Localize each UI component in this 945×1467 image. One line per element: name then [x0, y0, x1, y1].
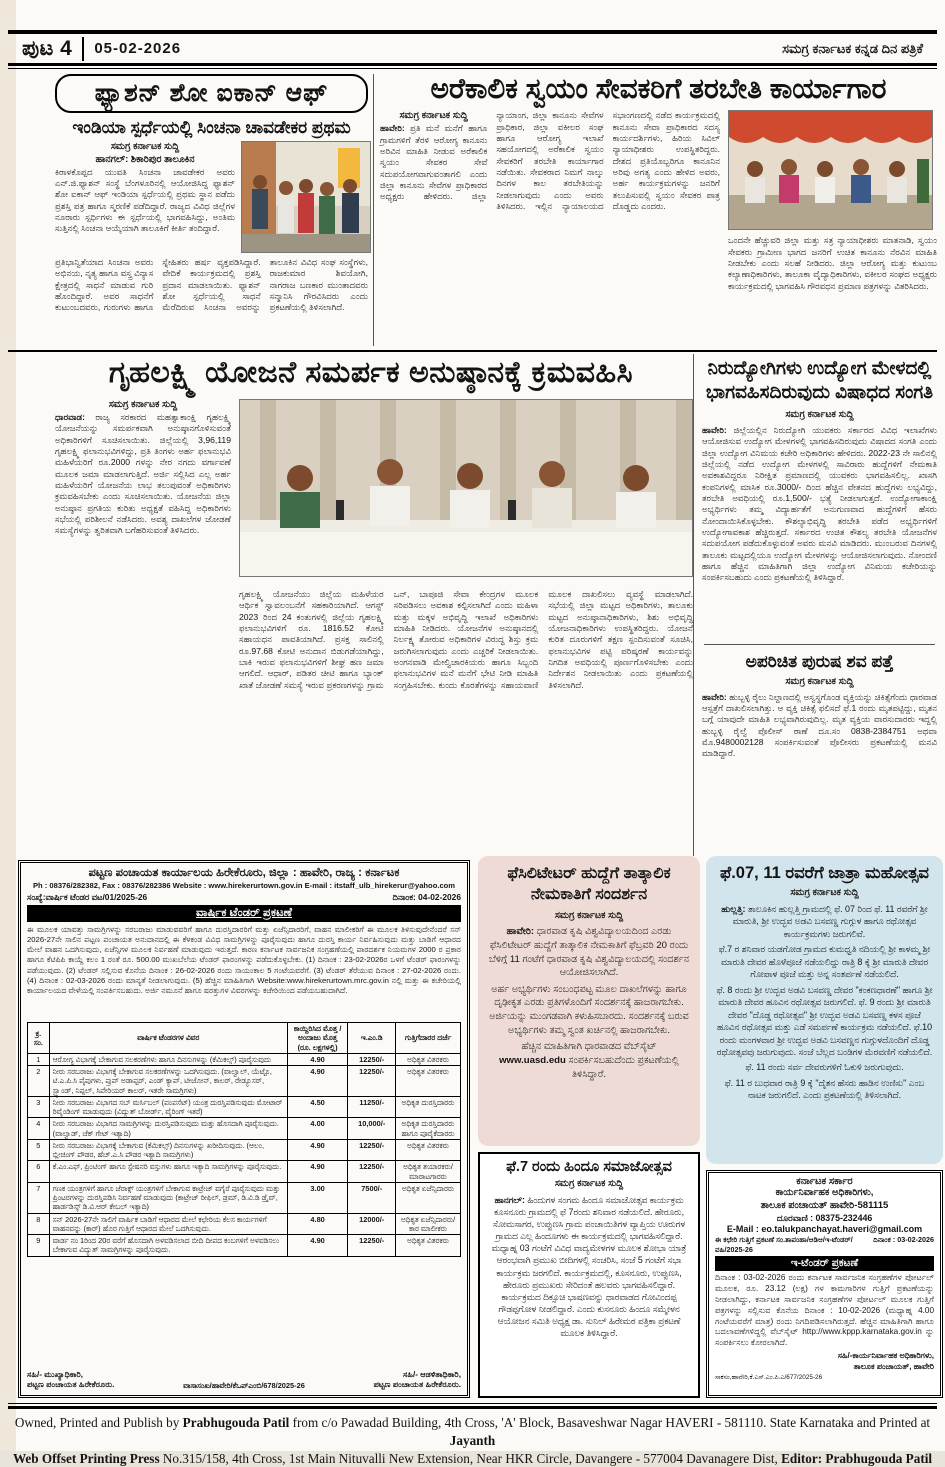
- section-rule: [8, 350, 937, 352]
- gruhalakshmi-dateline: ಧಾರವಾಡ:: [55, 411, 86, 422]
- fashion-byline: ಸಮಗ್ರ ಕರ್ನಾಟಕ ಸುದ್ದಿ: [110, 141, 180, 152]
- etender-body: ದಿನಾಂಕ : 03-02-2026 ರಂದು ಕರ್ನಾಟಕ ಸಾರ್ವಜನಿಕ ಸಂಗ್ರಹಣೆಗಳ ಪೋರ್ಟಲ್ ಮೂಲಕ, ರೂ. 23.12 (ಲಕ್ಷ) ಗಳ ಕಾಮಗಾರಿಗಳ ಗುತ್ತಿಗೆ ಪ್ರಕಟಣೆಯನ್ನು ನೀಡಲಾಗಿದ್ದು, ಕರ್ನಾಟಕ ಸಾರ್ವಜನಿಕ ಸಂಗ್ರಹಣೆಗಳ ಪೋರ್ಟಲ್ ಮೂಲಕ ಗುತ್ತಿಗೆ ಪತ್ರಗಳನ್ನು ಸಲ್ಲಿಸುವ ಕೊನೆಯ ದಿನಾಂಕ : 10-02-2026 (ಮಧ್ಯಾಹ್ನ 4.00 ಗಂಟೆಯವರೆಗೆ ಮಾತ್ರ) ರಂದು ನಿಗದಿಪಡಿಸಲಾಗಿರುತ್ತದೆ. ಹೆಚ್ಚಿನ ಮಾಹಿತಿಗಾಗಿ ಹಾಗೂ ಬದಲಾವಣೆಗಳಿದ್ದಲ್ಲಿ ವೆಬ್‌ಸೈಟ್ http://www.kppp.karnataka.gov.in ನ್ನು ಸಂಪರ್ಕಿಸಲು ಕೋರಲಾಗಿದೆ.: [715, 1272, 934, 1348]
- fashion-dateline: ಹಾನಗಲ್: ಶಿಕಾರಿಪುರ ತಾಲೂಕಿನ: [95, 153, 195, 165]
- col-description: ವಾರ್ಷಿಕ ಟೆಂಡರಗಳ ವಿವರ: [49, 1023, 287, 1054]
- press-name: Jayanth: [449, 1432, 496, 1448]
- article-training-workshop: [374, 74, 937, 346]
- imprint-line-1: Owned, Printed and Publish by Prabhugouda Patil from c/o Pawadad Building, 4th Cross, 'A' Block, Basaveshwar Nagar HAVERI - 581110. State Karnataka and Printed at Jayanth: [14, 1415, 931, 1448]
- unemployment-body: [702, 425, 937, 637]
- tender-office-name: ಪಟ್ಟಣ ಪಂಚಾಯತ ಕಾರ್ಯಾಲಯ ಹಿರೇಕೆರೂರು, ಜಿಲ್ಲಾ : ಹಾವೇರಿ, ರಾಜ್ಯ : ಕರ್ನಾಟಕ: [88, 867, 400, 879]
- signature-left: ಸಹಿ/- ಮುಖ್ಯಾಧಿಕಾರಿ, ಪಟ್ಟಣ ಪಂಚಾಯತ ಹಿರೇಕೆರೂರು.: [27, 1369, 115, 1390]
- facilitator-dateline: ಹಾವೇರಿ:: [506, 926, 535, 938]
- hindu-headline: ಫೆ.7 ರಂದು ಹಿಂದೂ ಸಮಾಜೋತ್ಸವ: [506, 1159, 672, 1175]
- table-row: 8 ಸನ್ 2026-27ನೇ ಸಾಲಿಗೆ ವಾರ್ಷಿಕ ಬಾಡಿಗೆ ಆಧಾರದ ಮೇಲೆ ಕಛೇರಿಯ ಕೆಲಸ ಕಾರ್ಯಗಳಿಗೆ ವಾಹನವನ್ನು (ಕಾರ್) ಹೊರ ಗುತ್ತಿಗೆ ಆಧಾರದ ಮೇಲೆ ಒದಗಿಸುವುದು. 4.80 12000/- ಅಧಿಕೃತ ಏಜೆನ್ಸಿದಾರರು/ಕಾರ ಮಾಲೀಕರು: [28, 1213, 461, 1235]
- table-row: 4 ನೀರು ಸರಬರಾಜು ವಿಭಾಗದ ಸಾಮಗ್ರಿಗಳನ್ನು ದುರಸ್ತಿಪಡಿಸುವುದು ಮತ್ತು ಹೊಸದಾಗಿ ಪೂರೈಸುವುದು. (ವಾಲ್ವಾಡ್, ಚೆಕ್ ಗೇಟ್ ಇತ್ಯಾದಿ) 4.00 10,000/- ಅಧಿಕೃತ ದುರಸ್ತಿದಾರರು ಹಾಗೂ ಪೂರೈಕೆದಾರರು: [28, 1118, 461, 1140]
- etender-date: ದಿನಾಂಕ : 03-02-2026: [873, 1234, 934, 1244]
- training-body-col4: ಒಂದನೇ ಹೆಚ್ಚುವರಿ ಜಿಲ್ಲಾ ಮತ್ತು ಸತ್ರ ನ್ಯಾಯಾಧೀಶರು ಮಾತನಾಡಿ, ಸ್ವಯಂ ಸೇವಕರು ಗ್ರಾಮೀಣ ಭಾಗದ ಜನರಿಗೆ ಉಚಿತ ಕಾನೂನು ನೆರವಿನ ಮಾಹಿತಿ ನೀಡಬೇಕು ಎಂದು ಸಲಹೆ ನೀಡಿದರು. ಜಿಲ್ಲಾ ಆರೋಗ್ಯ ಮತ್ತು ಕುಟುಂಬ ಕಲ್ಯಾಣಾಧಿಕಾರಿಗಳು, ತಾಲೂಕಾ ವೈದ್ಯಾಧಿಕಾರಿಗಳು, ವಕೀಲರ ಸಂಘದ ಅಧ್ಯಕ್ಷರು ಕಾರ್ಯಕ್ರಮದಲ್ಲಿ ಭಾಗವಹಿಸಿ ಗೌರವಧನ ಪ್ರಮಾಣ ಪತ್ರಗಳನ್ನು ವಿತರಿಸಿದರು.: [728, 235, 937, 291]
- table-row: 5 ನೀರು ಸರಬರಾಜು ವಿಭಾಗಕ್ಕೆ ಬೇಕಾಗುವ (ಕೆಮಿಕಲ್ಸ್) ದಿನಸುಗಳನ್ನು ಖರೀದಿಸುವುದು. (ಆಲಂ, ಬ್ಲೀಚಿಂಗ್ ಪೌಡರ, ಹೆಚ್.ಎ.ಸಿ ಪೌಡರ ಇತ್ಯಾದಿ ಸಾಮಗ್ರಿಗಳು) 4.90 12250/- ಅಧಿಕೃತ ವಿತರಕರು: [28, 1139, 461, 1161]
- corpse-headline: ಅಪರಿಚಿತ ಪುರುಷ ಶವ ಪತ್ತೆ: [745, 651, 894, 671]
- hindu-body: ಹಾನಗಲ್: ಹಿಂದುಗಳ ಸಂಗಮ ಹಿಂದೂ ಸಮಾಜೋತ್ಸವ ಕಾರ್ಯಕ್ರಮ ಕೂಸನೂರು ಗ್ರಾಮದಲ್ಲಿ ಫೆ 7ರಂದು ಶನಿವಾರ ನಡೆಯಲಿದೆ. ಹೇರೂರು, ಸೋಮಸಾಗರ, ಉಪ್ಪುಣಸಿ ಗ್ರಾಮ ಪಂಚಾಯಿತಿಗಳ ವ್ಯಾಪ್ತಿಯ ಊರುಗಳ ಗ್ರಾಮದ ಎಲ್ಲ ಹಿಂದೂಗಳು ಈ ಕಾರ್ಯಕ್ರಮದಲ್ಲಿ ಭಾಗವಹಿಸಲಿದ್ದಾರೆ. ಮಧ್ಯಾಹ್ನ 03 ಗಂಟೆಗೆ ವಿವಿಧ ವಾದ್ಯಮೇಳಗಳ ಮೂಲಕ ಶೋಭಾ ಯಾತ್ರೆ ಆರಂಭವಾಗಿ ಪ್ರಮುಖ ಬೀದಿಗಳಲ್ಲಿ ಸಂಚರಿಸಿ, ಸಂಜೆ 5 ಗಂಟೆಗೆ ಸಭಾ ಕಾರ್ಯಕ್ರಮ ಜರಗಲಿದೆ. ಕಾರ್ಯಕ್ರಮದಲ್ಲಿ, ಕೂಸನೂರು, ಉಪ್ಪುಣಸಿ, ಹೇರೂರು ಪ್ರಮುಖರು ಸೇರಿದಂತೆ ಹಲವರು ಭಾಗವಹಿಸಲಿದ್ದಾರೆ. ಕಾರ್ಯಕ್ರಮದ ದಿಕ್ಸೂಚಿ ಭಾಷಣವನ್ನು ಧಾರವಾಡದ ಗೋವಿಂದಪ್ಪ ಗೌಡಪ್ಪಗೋಳ ನೀಡಲಿದ್ದಾರೆ. ಎಂದು ಕುಸನೂರು ಹಿಂದೂ ಸಮ್ಮೇಳನ ಆಯೋಜನ ಸಮಿತಿ ಅಧ್ಯಕ್ಷ ಡಾ. ಸುನಿಲ್ ಹಿರೇಮಠ ಪತ್ರಿಕಾ ಪ್ರಕಟಣೆ ಮೂಲಕ ತಿಳಿಸಿದ್ದಾರೆ.: [491, 1194, 687, 1339]
- jatra-body: ಹುಲ್ಲತ್ತಿ: ತಾಲೂಕಿನ ಹುಲ್ಲತ್ತಿ ಗ್ರಾಮದಲ್ಲಿ ಫೆ. 07 ರಿಂದ ಫೆ. 11 ರವರೆಗೆ ಶ್ರೀ ಮಾರುತಿ, ಶ್ರೀ ಉದ್ಭವ ಅಡವಿ ಬಸವಣ್ಣ ಗುಗ್ಗುಳ ಹಾಗೂ ರಥೋತ್ಸವ ಕಾರ್ಯಕ್ರಮಗಳು ಜರುಗಲಿವೆ. ಫೆ.7 ರ ಶನಿವಾರ ಯಡಗೋಡ ಗ್ರಾಮದ ಕುಮಧ್ವತಿ ನದಿಯಲ್ಲಿ ಶ್ರೀ ಕಾಳಮ್ಮ ಶ್ರೀ ಮಾರುತಿ ದೇವರ ಹೊಳೆಪೂಜೆ ನಡೆಯಲಿದ್ದು ರಾತ್ರಿ 8 ಕ್ಕೆ ಶ್ರೀ ಮಾರುತಿ ದೇವರ ಗೋಪಾಳ ಪೂಜೆ ಮತ್ತು ಅನ್ನ ಸಂತರ್ಪಣೆ ನಡೆಯಲಿದೆ. ಫೆ. 8 ರಂದು ಶ್ರೀ ಉದ್ಭವ ಅಡವಿ ಬಸವಣ್ಣ ದೇವರ "ಕಂಕಣಧಾರಣೆ" ಹಾಗೂ ಶ್ರೀ ಮಾರುತಿ ದೇವರ ಹೂವಿನ ರಥೋತ್ಸವ ಜರುಗಲಿದೆ. ಫೆ. 9 ರಂದು ಶ್ರೀ ಮಾರುತಿ ದೇವರ "ದೊಡ್ಡ ರಥೋತ್ಸವ" ಶ್ರೀ ಉದ್ಭವ ಅಡವಿ ಬಸವಣ್ಣ ಕಳಸ ಪೂಜೆ ಹೂವಿನ ರಥೋತ್ಸವ ಮತ್ತು ಎಡೆ ಸಮರ್ಪಣೆ ಕಾರ್ಯಕ್ರಮ ನಡೆಯಲಿದೆ. ಫೆ.10 ರಂದು ಮಂಗಳವಾರ ಶ್ರೀ ಉದ್ಭವ ಅಡವಿ ಬಸವಣ್ಣನ ಗುಗ್ಗುಳದೊಂದಿಗೆ ದೊಡ್ಡ ರಥೋತ್ಸವವು ಜರುಗುವುದು. ಸಂಜೆ ಬೆಲ್ಲದ ಬಂಡಿಗಳ ಮೆರವಣಿಗೆ ನಡೆಯಲಿದೆ. ಫೆ. 11 ರಂದು ಸರ್ವ ದೇವರುಗಳಿಗೆ ಓಕುಳಿ ಜರುಗುವುದು. ಫೆ. 11 ರ ಬುಧವಾರ ರಾತ್ರಿ 9 ಕ್ಕೆ "ದೈತನ ಹೆಸರು ಹಾಡಿನ ಉಣಿಸು" ಎಂಬ ನಾಟಕ ಜರುಗಲಿದೆ. ಎಂದು ಪ್ರಕಟಣೆಯಲ್ಲಿ ತಿಳಿಸಲಾಗಿದೆ.: [716, 903, 933, 1101]
- hindu-byline: ಸಮಗ್ರ ಕರ್ನಾಟಕ ಸುದ್ದಿ: [554, 1178, 624, 1189]
- hindu-samajotsava-box: [478, 1152, 700, 1398]
- etender-ref: ಈ ಕಛೇರಿ ಗುತ್ತಿಗೆ ಪ್ರಕಟಣೆ ಸಂ.ತಾಪಂಹಾ/ಆಡಿಆ/ಇ-ಟೆಂಡರ್/ವಹಿ/2025-26: [715, 1234, 853, 1254]
- paper-tagline: ಸಮಗ್ರ ಕರ್ನಾಟಕ ಕನ್ನಡ ದಿನ ಪತ್ರಿಕೆ: [782, 40, 923, 56]
- jatra-mahotsava-box: [706, 856, 943, 1164]
- page-number-label: ಪುಟ 4: [22, 36, 73, 60]
- fashion-body-columns: ಪ್ರತಿಭಾನ್ವಿತೆಯಾದ ಸಿಂಚನಾ ಅವರು ಅಭಿನಯ, ನೃತ್ಯ ಹಾಗೂ ವಸ್ತ್ರ ವಿನ್ಯಾಸ ಕ್ಷೇತ್ರದಲ್ಲಿ ಸಾಧನೆ ಮಾಡುವ ಗುರಿ ಹೊಂದಿದ್ದಾರೆ. ಅವರ ಸಾಧನೆಗೆ ಕುಟುಂಬದವರು, ಗುರುಗಳು ಹಾಗೂ ಸ್ನೇಹಿತರು ಹರ್ಷ ವ್ಯಕ್ತಪಡಿಸಿದ್ದಾರೆ. ವೇದಿಕೆ ಕಾರ್ಯಕ್ರಮದಲ್ಲಿ ಪ್ರಶಸ್ತಿ ಪ್ರದಾನ ಮಾಡಲಾಯಿತು. ಫ್ಯಾಶನ್ ಶೋ ಸ್ಪರ್ಧೆಯಲ್ಲಿ ಸಾಧನೆ ಮೆರೆದಿರುವ ಸಿಂಚನಾ ಅವರನ್ನು ತಾಲೂಕಿನ ವಿವಿಧ ಸಂಘ ಸಂಸ್ಥೆಗಳು, ರಾಜಕುಮಾರ ಶಿವಯೋಗಿ, ನಾಗರಾಜ ಬಣಕಾರ ಮುಂತಾದವರು ಸನ್ಮಾನಿಸಿ ಗೌರವಿಸಿದರು ಎಂದು ಪ್ರಕಟಣೆಯಲ್ಲಿ ತಿಳಿಸಲಾಗಿದೆ.: [55, 257, 368, 313]
- tender-intro-paragraph: ಈ ಮೂಲಕ ಯಾವತ್ತು ಸಾಮಗ್ರಿಗಳನ್ನು ಸರಬರಾಜು ಮಾಡುವವರಿಗೆ ಹಾಗೂ ದುರಸ್ತಿದಾರರಿಗೆ ಮತ್ತು ಏಜೆನ್ಸಿದಾರರಿಗೆ, ವಾಹನ ಮಾಲೀಕರಿಗೆ ಈ ಮೂಲಕ ತಿಳಿಸುವುದೇನೆಂದರೆ ಸನ್ 2026-27ನೇ ಸಾಲಿನ ಪಟ್ಟಣ ಪಂಚಾಯತ ಅನುದಾನದಲ್ಲಿ ಈ ಕೆಳಕಂಡ ವಿವಿಧ ಸಾಮಗ್ರಿಗಳನ್ನು ಪೂರೈಸುವುದು ಹಾಗೂ ದುರಸ್ತಿ ಕಾರ್ಯ ನಿರ್ವಹಿಸುವುದು ಮತ್ತು ಬಾಡಿಗೆ ಆಧಾರದ ಮೇಲೆ ವಾಹನ ಒದಗಿಸುವುದು, ಏಜೆನ್ಸಿಗಳ ಮೂಲಕ ನಿರ್ವಹಣೆ ಮಾಡುವುದು ಇರುತ್ತದೆ. ಕಾರಣ ಕರ್ನಾಟಕ ಸಾರ್ವಜನಿಕ ಸಂಗ್ರಹಣೆಯಲ್ಲಿ ಪಾರದರ್ಶಕ ನಿಯಮಗಳ 2000 ರ ಪ್ರಕಾರ ಹಾಗೂ ಕೆಟಿಪಿಪಿ ಕಾಯ್ದೆ ಕಲಂ 1 ರಂತೆ ರೂ. 500.00 ಮುಖಬೆಲೆಯ ಟೆಂಡರ್ ಫಾರಂಗಳನ್ನು ಪಡೆದುಕೊಳ್ಳಬೇಕು. (1) ದಿನಾಂಕ : 23-02-2026ರ ಒಳಗೆ ಟೆಂಡರ್ ಫಾರಂಗಳನ್ನು ಪಡೆಯುವುದು. (2) ಟೆಂಡರ್ ಸಲ್ಲಿಸುವ ಕೊನೆಯ ದಿನಾಂಕ : 26-02-2026 ರಂದು ಸಾಯಂಕಾಲ 5 ಗಂಟೆಯವರೆಗೆ. (3) ಟೆಂಡರ್ ತೆರೆಯುವ ದಿನಾಂಕ : 27-02-2026 ರಂದು. (4) ದಿನಾಂಕ : 02-03-2026 ರಂದು ಮಾನ್ಯತೆ ನೀಡಲಾಗುವುದು. (5) ಹೆಚ್ಚಿನ ಮಾಹಿತಿಗಾಗಿ Website:www.hirekerurtown.mrc.gov.in ನಲ್ಲಿ ಮತ್ತು ಈ ಕಚೇರಿಯಲ್ಲಿ ಕಾರ್ಯಾಲಯದ ವೇಳೆಯಲ್ಲಿ ಸಂಪರ್ಕಿಸಬಹುದು. ಅರ್ಜಿ ನಮೂನೆ ಹಾಗೂ ಷರತ್ತುಗಳ ವಿವರಗಳನ್ನು ಕಚೇರಿಯಿಂದ ಪಡೆಯಬಹುದಾಗಿದೆ.: [27, 925, 461, 995]
- col-serial: ಕ್ರ. ಸಂ.: [28, 1023, 50, 1054]
- uasd-website: www.uasd.edu: [499, 1054, 566, 1066]
- article-fashion-show: [55, 74, 373, 346]
- facilitator-headline: ಫೆಸಿಲಿಟೇಟರ್ ಹುದ್ದೆಗೆ ತಾತ್ಕಾಲಿಕ ನೇಮಕಾತಿಗೆ ಸಂದರ್ಶನ: [507, 865, 671, 903]
- issue-date: 05-02-2026: [94, 40, 182, 57]
- unemployment-body-text: ಜಿಲ್ಲೆಯಲ್ಲಿನ ನಿರುದ್ಯೋಗಿ ಯುವಕರು ಸರ್ಕಾರದ ವಿವಿಧ ಇಲಾಖೆಗಳು ಆಯೋಜಿಸುವ ಉದ್ಯೋಗ ಮೇಳಗಳಲ್ಲಿ ಭಾಗವಹಿಸದಿರುವುದು ವಿಷಾದದ ಸಂಗತಿ ಎಂದು ಜಿಲ್ಲಾ ಉದ್ಯೋಗ ವಿನಿಮಯ ಕಚೇರಿ ಅಧಿಕಾರಿಗಳು ಹೇಳಿದರು. 2022-23 ನೇ ಸಾಲಿನಲ್ಲಿ ಜಿಲ್ಲೆಯಲ್ಲಿ ನಡೆದ ಉದ್ಯೋಗ ಮೇಳಗಳಲ್ಲಿ ಸಾವಿರಾರು ಹುದ್ದೆಗಳಿಗೆ ನೇಮಕಾತಿ ಅವಕಾಶವಿದ್ದರೂ ನಿರೀಕ್ಷಿತ ಪ್ರಮಾಣದಲ್ಲಿ ಯುವಕರು ಭಾಗವಹಿಸಲಿಲ್ಲ. ಖಾಸಗಿ ಕಂಪನಿಗಳಲ್ಲಿ ಮಾಸಿಕ ರೂ.3000/- ದಿಂದ ಹೆಚ್ಚಿನ ವೇತನದ ಹುದ್ದೆಗಳು ಲಭ್ಯವಿದ್ದು, ತರಬೇತಿ ಅವಧಿಯಲ್ಲಿ ರೂ.1,500/- ಭತ್ಯೆ ನೀಡಲಾಗುತ್ತದೆ. ಉದ್ಯೋಗಾಕಾಂಕ್ಷಿ ಅಭ್ಯರ್ಥಿಗಳು ತಮ್ಮ ವಿದ್ಯಾರ್ಹತೆಗೆ ಅನುಗುಣವಾದ ಹುದ್ದೆಗಳಿಗೆ ಹೆಸರು ನೋಂದಾಯಿಸಿಕೊಳ್ಳಬೇಕು. ಕೌಶಲ್ಯಾಭಿವೃದ್ಧಿ ತರಬೇತಿ ಪಡೆದ ಅಭ್ಯರ್ಥಿಗಳಿಗೆ ಉದ್ಯೋಗಾವಕಾಶ ಹೆಚ್ಚಿರುತ್ತದೆ. ಸರ್ಕಾರದ ಉಚಿತ ಕೌಶಲ್ಯ ತರಬೇತಿ ಯೋಜನೆಗಳ ಸದುಪಯೋಗ ಪಡೆದುಕೊಳ್ಳುವಂತೆ ಅವರು ಮನವಿ ಮಾಡಿದರು. ಮುಂಬರುವ ದಿನಗಳಲ್ಲಿ ತಾಲೂಕು ಮಟ್ಟದಲ್ಲಿಯೂ ಉದ್ಯೋಗ ಮೇಳಗಳನ್ನು ಆಯೋಜಿಸಲಾಗುವುದು. ನೋಂದಣಿ ಹಾಗೂ ಹೆಚ್ಚಿನ ಮಾಹಿತಿಗಾಗಿ ಜಿಲ್ಲಾ ಉದ್ಯೋಗ ವಿನಿಮಯ ಕಚೇರಿಯನ್ನು ಸಂಪರ್ಕಿಸಬಹುದು ಎಂದು ಪ್ರಕಟಣೆಯಲ್ಲಿ ತಿಳಿಸಿದ್ದಾರೆ.: [702, 424, 938, 583]
- jatra-dateline: ಹುಲ್ಲತ್ತಿ:: [721, 903, 746, 914]
- government-label: ಕರ್ನಾಟಕ ಸರ್ಕಾರ: [796, 1176, 853, 1187]
- facilitator-byline: ಸಮಗ್ರ ಕರ್ನಾಟಕ ಸುದ್ದಿ: [554, 909, 624, 921]
- tender-contact-line: Ph : 08376/282382, Fax : 08376/282386 Website : www.hirekerurtown.gov.in E-mail : itstaff_ulb_hirekerur@yahoo.com: [32, 881, 456, 890]
- signature-ref: ವಾಸಾಸಂಖ/ಹಾವೇರಿ/ಕೆಒಪ್‌ಎಂಬಿ/678/2025-26: [183, 1381, 305, 1391]
- etender-office2: ತಾಲೂಕ ಪಂಚಾಯತ್ ಹಾವೇರಿ-581115: [760, 1199, 889, 1211]
- gruhalakshmi-body-col1: [55, 412, 231, 537]
- unemployment-dateline: ಹಾವೇರಿ:: [702, 424, 727, 435]
- tender-ref-number: ಸಂಖ್ಯೆ:ವಾರ್ಷಿಕ ಟೆಂಡರ ವಟ/01/2025-26: [27, 892, 148, 902]
- etender-email: E-Mail : eo.talukpanchayat.haveri@gmail.com: [726, 1223, 923, 1234]
- masthead: [8, 30, 937, 66]
- table-row: 9 ವಾರ್ಡ ನಂ 1ರಿಂದ 20ರ ವರೆಗೆ ಹೊಸದಾಗಿ ಅಳವಡಿಸಲಾದ ಬೀದಿ ದೀಪದ ಕಂಬಗಳಿಗೆ ಅಳವಡಿಸಲು ಬೇಕಾಗುವ ವಿದ್ಯುತ್ ಸಾಮಗ್ರಿಗಳನ್ನು ಪೂರೈಸುವುದು. 4.90 12250/- ಅಧಿಕೃತ ವಿತರಕರು: [28, 1235, 461, 1257]
- training-dateline: ಹಾವೇರಿ:: [380, 123, 405, 134]
- right-column: [693, 354, 937, 856]
- masthead-left: [22, 37, 181, 61]
- editor-name: Editor: Prabhugouda Patil: [781, 1450, 933, 1466]
- col-amount: ಕಾಯ್ದಿರಿಸಿದ ಮೊತ್ತ /ಅಂದಾಜು ಮೊತ್ತ (ರೂ. ಲಕ್ಷಗಳಲ್ಲಿ): [287, 1023, 348, 1054]
- fashion-headline: ಫ್ಯಾಶನ್ ಶೋ ಐಕಾನ್ ಆಫ್: [55, 74, 368, 113]
- meeting-photo: [239, 399, 693, 577]
- middle-row: [55, 354, 937, 856]
- tender-table-wrap: [27, 1022, 461, 1367]
- unemployment-byline: ಸಮಗ್ರ ಕರ್ನಾಟಕ ಸುದ್ದಿ: [785, 409, 854, 421]
- etender-notice-box: [706, 1170, 943, 1398]
- col-emd: ಇ.ಎಂ.ಡಿ: [348, 1023, 396, 1054]
- imprint-footer: [8, 1406, 937, 1467]
- tender-date: ದಿನಾಂಕ: 04-02-2026: [392, 892, 461, 902]
- top-articles-row: [55, 74, 937, 346]
- etender-office1: ಕಾರ್ಯನಿರ್ವಾಹಕ ಅಧಿಕಾರಿಗಳು,: [775, 1187, 874, 1198]
- unemployment-headline: ನಿರುದ್ಯೋಗಿಗಳು ಉದ್ಯೋಗ ಮೇಳದಲ್ಲಿ ಭಾಗವಹಿಸದಿರುವುದು ವಿಷಾಧದ ಸಂಗತಿ: [705, 357, 934, 403]
- col-class: ಗುತ್ತಿಗೆದಾರರ ದರ್ಜೆ: [396, 1023, 461, 1054]
- training-headline: ಅರೆಕಾಲಿಕ ಸ್ವಯಂ ಸೇವಕರಿಗೆ ತರಬೇತಿ ಕಾರ್ಯಾಗಾರ: [430, 73, 887, 104]
- gruhalakshmi-byline: ಸಮಗ್ರ ಕರ್ನಾಟಕ ಸುದ್ದಿ: [108, 399, 178, 410]
- article-gruhalakshmi: [55, 354, 693, 856]
- training-photo: [728, 110, 933, 230]
- article-unidentified-body: [702, 652, 937, 810]
- table-row: 7 ಗಣಕ ಯಂತ್ರಗಳಿಗೆ ಹಾಗೂ ಜೆರಾಕ್ಸ್ ಯಂತ್ರಗಳಿಗೆ ಬೇಕಾಗುವ ಕಾಟ್ರೇಜ್ ವಗೈರೆ ಪೂರೈಸುವುದು ಮತ್ತು ಪ್ರಿಂಟರಗಳನ್ನು ದುರಸ್ತಿಪಡಿಸಿ ನಿರ್ವಹಣೆ ಮಾಡುವುದು (ಕಾಟ್ರೇಜ್ ರೀಫಿಲ್, ಡ್ರಮ್, ಡಿ.ವಿ.ಡಿ ಡ್ರೈವ್, ಹಾರ್ಡಡಿಸ್ಕ್ ಡಿ.ವಿ.ಆರ್ ಕೇಬಲ್ ಇತ್ಯಾದಿ) 3.00 7500/- ಅಧಿಕೃತ ಏಜೆನ್ಸಿದಾರರು: [28, 1182, 461, 1213]
- etender-bottom-ref: ಸಾಕಸಂ,ಹಾವೇರಿ,ಕೆ.ಎಸ್.ಎಂ.ಪಿ.ಎ/677/2025-26: [715, 1374, 823, 1381]
- tender-signatures: [27, 1370, 461, 1391]
- etender-title-bar: ಇ-ಟೆಂಡರ್ ಪ್ರಕಟಣೆ: [715, 1256, 934, 1271]
- corpse-body-text: ಹುಬ್ಬಳ್ಳಿ ರೈಲು ನಿಲ್ದಾಣದಲ್ಲಿ ಅಸ್ವಸ್ಥಗೊಂಡ ವ್ಯಕ್ತಿಯನ್ನು ಚಿಕಿತ್ಸೆಗೆಂದು ಧಾರವಾಡ ಆಸ್ಪತ್ರೆಗೆ ದಾಖಲಿಸಲಾಗಿತ್ತು. ಆ ವ್ಯಕ್ತಿ ಚಿಕಿತ್ಸೆ ಫಲಿಸದೆ ಫೆ.1 ರಂದು ಮೃತಪಟ್ಟಿದ್ದು, ಮೃತನ ಬಗ್ಗೆ ಯಾವುದೇ ಮಾಹಿತಿ ಲಭ್ಯವಾಗಿರುವುದಿಲ್ಲ. ಮೃತ ವ್ಯಕ್ತಿಯ ವಾರಸುದಾರರು ಇದ್ದಲ್ಲಿ ಹುಬ್ಬಳ್ಳಿ ರೈಲ್ವೆ ಪೊಲೀಸ್ ಠಾಣೆ ದೂ.ಸಂ 0838-2384751 ಅಥವಾ ಮೊ.9480002128 ಸಂಪರ್ಕಿಸುವಂತೆ ಪೊಲೀಸರು ಪ್ರಕಟಣೆಯಲ್ಲಿ ಮನವಿ ಮಾಡಿದ್ದಾರೆ.: [702, 691, 937, 759]
- fashion-subhead: ಇಂಡಿಯಾ ಸ್ಪರ್ಧೆಯಲ್ಲಿ ಸಿಂಚನಾ ಚಾವಡೇಕರ ಪ್ರಥಮ: [72, 118, 351, 137]
- training-body-columns: [380, 110, 720, 342]
- tender-table: [27, 1022, 461, 1257]
- gruhalakshmi-headline: ಗೃಹಲಕ್ಷ್ಮಿ ಯೋಜನೆ ಸಮರ್ಪಕ ಅನುಷ್ಠಾನಕ್ಕೆ ಕ್ರಮವಹಿಸಿ: [108, 356, 634, 389]
- jatra-byline: ಸಮಗ್ರ ಕರ್ನಾಟಕ ಸುದ್ದಿ: [790, 887, 859, 898]
- article-divider: [704, 644, 935, 645]
- training-byline: ಸಮಗ್ರ ಕರ್ನಾಟಕ ಸುದ್ದಿ: [399, 110, 468, 122]
- publisher-name: Prabhugouda Patil: [182, 1415, 290, 1430]
- tender-header-row: [28, 1023, 461, 1054]
- masthead-divider: [82, 37, 84, 61]
- facilitator-interview-box: [478, 856, 700, 1146]
- jatra-headline: ಫೆ.07, 11 ರವರೆಗೆ ಜಾತ್ರಾ ಮಹೋತ್ಸವ: [719, 864, 930, 882]
- table-row: 6 ಕೆ.ಎಂ.ಎಫ್, ಪ್ರಿಂಟಿಂಗ್ ಹಾಗೂ ಸ್ಟೇಷನರಿ ವಸ್ತುಗಳು ಹಾಗೂ ಇತ್ಯಾದಿ ಸಾಮಗ್ರಿಗಳನ್ನು ಪೂರೈಸುವುದು. 4.90 12250/- ಅಧಿಕೃತ ತಯಾರಕರು/ ಮಾರಾಟಗಾರರು: [28, 1161, 461, 1183]
- table-row: 2 ನೀರು ಸರಬರಾಜು ವಿಭಾಗಕ್ಕೆ ಬೇಕಾಗುವ ಸಲಕರಣೆಗಳನ್ನು ಒದಗಿಸುವುದು. (ವಾಲ್ವಾಲ್, ಯೆಟ್ಟೊ, ಟಿ.ಎ.ಪಿ.ಸಿ ಪೈಪುಗಳು, ಪ್ರುಪ್ ಅಡಾಪ್ಟರ್, ಎಂಡ್ ಕ್ಯಾಪ್, ಟೀಜೋನ್, ಕಾಲರ್, ರೇಡ್ಯೂಸರ್, ಸ್ಟ್ಯಾಂಡ್, ನಿಪ್ಪಲ್, ಸಿಪೇರಿಯರ್ ಕಾಲರ್, ಇತರೇ ಸಾಮಗ್ರಿಗಳು) 4.90 12250/- ಅಧಿಕೃತ ವಿತರಕರು: [28, 1066, 461, 1097]
- corpse-dateline: ಹಾವೇರಿ:: [702, 691, 727, 702]
- etender-signature: ಸಹಿ/-ಕಾರ್ಯನಿರ್ವಾಹಕ ಅಧಿಕಾರಿಗಳು, ತಾಲೂಕ ಪಂಚಾಯತ್, ಹಾವೇರಿ: [837, 1351, 934, 1371]
- facilitator-body: ಹಾವೇರಿ: ಧಾರವಾಡ ಕೃಷಿ ವಿಶ್ವವಿದ್ಯಾಲಯದಿಂದ ಎರಡು ಫೆಸಿಲಿಟೇಟರ್ ಹುದ್ದೆಗೆ ತಾತ್ಕಾಲಿಕ ನೇಮಕಾತಿಗೆ ಫೆಬ್ರವರಿ 20 ರಂದು ಬೆಳಿಗ್ಗೆ 11 ಗಂಟೆಗೆ ಧಾರವಾಡ ಕೃಷಿ ವಿಶ್ವವಿದ್ಯಾಲಯದಲ್ಲಿ ಸಂದರ್ಶನ ಆಯೋಜಿಸಲಾಗಿದೆ. ಅರ್ಹ ಅಭ್ಯರ್ಥಿಗಳು ಸಂಬಂಧಪಟ್ಟ ಮೂಲ ದಾಖಲೆಗಳನ್ನು ಹಾಗೂ ದೃಢೀಕೃತ ಎರಡು ಪ್ರತಿಗಳೊಂದಿಗೆ ಸಂದರ್ಶನಕ್ಕೆ ಹಾಜರಾಗಬೇಕು. ಅರ್ಜಿಯನ್ನು ಮುಂಗಡವಾಗಿ ಕಳುಹಿಸಬಾರದು. ಸಂದರ್ಶನಕ್ಕೆ ಬರುವ ಅಭ್ಯರ್ಥಿಗಳು ತಮ್ಮ ಸ್ವಂತ ಖರ್ಚಿನಲ್ಲಿ ಹಾಜರಾಗಬೇಕು. ಹೆಚ್ಚಿನ ಮಾಹಿತಿಗಾಗಿ ಧಾರವಾಡದ ವೆಬ್‌ಸೈಟ್ www.uasd.edu ಸಂಪರ್ಕಿಸಬಹುದೆಂದು ಪ್ರಕಟಣೆಯಲ್ಲಿ ತಿಳಿಸಿದ್ದಾರೆ.: [488, 926, 690, 1080]
- corpse-body: [702, 692, 937, 810]
- imprint-line-2: Web Offset Printing Press No.315/158, 4th Cross, 1st Main Nituvalli New Extension, Near HKR Circle, Davangere - 577004 Davanagere Dist, Editor: Prabhugouda Patil: [12, 1450, 933, 1466]
- etender-phone: ದೂರವಾಣಿ : 08375-232446: [776, 1212, 873, 1223]
- article-unemployment: [702, 356, 937, 637]
- training-body-text: ಪ್ರತಿ ಮನೆ ಮನೆಗೆ ಹಾಗೂ ಗ್ರಾಮಗಳಿಗೆ ತೆರಳಿ ಆರೋಗ್ಯ ಕಾನೂನು ಅರಿವಿನ ಮಾಹಿತಿ ನೀಡುವ ಅರೆಕಾಲಿಕ ಸ್ವಯಂ ಸೇವಕರ ಸೇವೆ ಸದುಪಯೋಗವಾಗುವಂತಾಗಲಿ ಎಂದು ಜಿಲ್ಲಾ ಕಾನೂನು ಸೇವೆಗಳ ಪ್ರಾಧಿಕಾರದ ಅಧ್ಯಕ್ಷರು ಹೇಳಿದರು. ಜಿಲ್ಲಾ ನ್ಯಾಯಾಂಗ, ಜಿಲ್ಲಾ ಕಾನೂನು ಸೇವೆಗಳ ಪ್ರಾಧಿಕಾರ, ಜಿಲ್ಲಾ ವಕೀಲರ ಸಂಘ ಹಾಗೂ ಆರೋಗ್ಯ ಇಲಾಖೆ ಸಹಯೋಗದಲ್ಲಿ ಅರೆಕಾಲಿಕ ಸ್ವಯಂ ಸೇವಕರಿಗೆ ತರಬೇತಿ ಕಾರ್ಯಾಗಾರ ನಡೆಯಿತು. ಸೇವಕರಾದ ನಿಮಗೆ ನಾಲ್ಕು ದಿನಗಳ ಕಾಲ ತರಬೇತಿಯನ್ನು ನೀಡಲಾಗುವುದು ಎಂದು ಅವರು ತಿಳಿಸಿದರು. ಇಲ್ಲಿನ ನ್ಯಾಯಾಲಯದ ಸಭಾಂಗಣದಲ್ಲಿ ನಡೆದ ಕಾರ್ಯಕ್ರಮದಲ್ಲಿ ಕಾನೂನು ಸೇವಾ ಪ್ರಾಧಿಕಾರದ ಸದಸ್ಯ ಕಾರ್ಯದರ್ಶಿಗಳು, ಹಿರಿಯ ಸಿವಿಲ್ ನ್ಯಾಯಾಧೀಶರು ಉಪಸ್ಥಿತರಿದ್ದರು. ದೇಶದ ಪ್ರತಿಯೊಬ್ಬರಿಗೂ ಕಾನೂನಿನ ಅರಿವು ಅಗತ್ಯ ಎಂದು ಹೇಳಿದ ಅವರು, ಅರ್ಹ ಕಾರ್ಯಕ್ರಮಗಳನ್ನು ಜನರಿಗೆ ತಲುಪಿಸುವಲ್ಲಿ ಸ್ವಯಂ ಸೇವಕರ ಪಾತ್ರ ದೊಡ್ಡದು ಎಂದರು.: [380, 110, 720, 212]
- gruhalakshmi-body-text1: ರಾಜ್ಯ ಸರಕಾರದ ಮಹತ್ವಾಕಾಂಕ್ಷಿ ಗೃಹಲಕ್ಷ್ಮಿ ಯೋಜನೆಯನ್ನು ಸಮರ್ಪಕವಾಗಿ ಅನುಷ್ಠಾನಗೊಳಿಸುವಂತೆ ಅಧಿಕಾರಿಗಳಿಗೆ ಸೂಚಿಸಲಾಯಿತು. ಜಿಲ್ಲೆಯಲ್ಲಿ 3,96,119 ಗೃಹಲಕ್ಷ್ಮಿ ಫಲಾನುಭವಿಗಳಿದ್ದು, ಪ್ರತಿ ತಿಂಗಳು ಅರ್ಹ ಫಲಾನುಭವಿ ಮಹಿಳೆಯರಿಗೆ ರೂ.2000 ಗಳನ್ನು ನೇರ ನಗದು ವರ್ಗಾವಣೆ ಮೂಲಕ ಜಮಾ ಮಾಡಲಾಗುತ್ತಿದೆ. ಅರ್ಜಿ ಸಲ್ಲಿಸಿದ ಎಲ್ಲ ಅರ್ಹ ಮಹಿಳೆಯರಿಗೆ ಯೋಜನೆಯ ಲಾಭ ತಲುಪುವಂತೆ ಅಧಿಕಾರಿಗಳು ಕ್ರಮವಹಿಸಬೇಕು ಎಂದು ಸೂಚಿಸಲಾಯಿತು. ಯೋಜನೆಯ ಜಿಲ್ಲಾ ಅನುಷ್ಠಾನ ಪ್ರಗತಿಯ ಕುರಿತು ಅಧ್ಯಕ್ಷತೆ ವಹಿಸಿದ್ದ ಅಧಿಕಾರಿಗಳು ಸಭೆಯಲ್ಲಿ ಪರಿಶೀಲನೆ ನಡೆಸಿದರು. ಅವಶ್ಯ ದಾಖಲೆಗಳ ಜೋಡಣೆ ಸಮಸ್ಯೆಗಳನ್ನು ತ್ವರಿತವಾಗಿ ಬಗೆಹರಿಸುವಂತೆ ತಿಳಿಸಿದರು.: [55, 411, 231, 536]
- table-row: 1 ಆರೋಗ್ಯ ವಿಭಾಗಕ್ಕೆ ಬೇಕಾಗುವ ಸಲಕರಣೆಗಳು ಹಾಗೂ ದಿನಸುಗಳನ್ನು (ಕೆಮಿಕಲ್ಸ್) ಪೂರೈಸುವುದು 4.90 12250/- ಅಧಿಕೃತ ವಿತರಕರು: [28, 1053, 461, 1065]
- annual-tender-notice: [18, 860, 470, 1398]
- signature-right: ಸಹಿ/- ಆಡಳಿತಾಧಿಕಾರಿ, ಪಟ್ಟಣ ಪಂಚಾಯತ ಹಿರೇಕೆರೂರು.: [373, 1369, 461, 1390]
- corpse-byline: ಸಮಗ್ರ ಕರ್ನಾಟಕ ಸುದ್ದಿ: [785, 675, 854, 687]
- fashion-body-col1: ಕಿರಾಳಕೊಪ್ಪದ ಯುವತಿ ಸಿಂಚನಾ ಚಾವಡೇಕರ ಅವರು ಎನ್.ಜಿ.ಫ್ಯಾಶನ್ ಸಂಸ್ಥೆ ಬೆಂಗಳೂರಿನಲ್ಲಿ ಆಯೋಜಿಸಿದ್ದ ಫ್ಯಾಶನ್ ಶೋ ಐಕಾನ್ ಆಫ್ ಇಂಡಿಯಾ ಸ್ಪರ್ಧೆಯಲ್ಲಿ ಪ್ರಥಮ ಸ್ಥಾನ ಪಡೆದು ಪ್ರಶಸ್ತಿ ಪತ್ರ ಹಾಗೂ ಸ್ಮರಣಿಕೆ ಪಡೆದಿದ್ದಾರೆ. ರಾಜ್ಯದ ವಿವಿಧ ಜಿಲ್ಲೆಗಳ ನೂರಾರು ಸ್ಪರ್ಧಿಗಳು ಈ ಸ್ಪರ್ಧೆಯಲ್ಲಿ ಭಾಗವಹಿಸಿದ್ದು, ಅಂತಿಮ ಸುತ್ತಿನಲ್ಲಿ ಸಿಂಚನಾ ಆಯ್ಕೆಯಾಗಿ ತಾಲೂಕಿಗೆ ಕೀರ್ತಿ ತಂದಿದ್ದಾರೆ.: [55, 166, 235, 234]
- gruhalakshmi-body-columns: ಗೃಹಲಕ್ಷ್ಮಿ ಯೋಜನೆಯು ಜಿಲ್ಲೆಯ ಮಹಿಳೆಯರ ಆರ್ಥಿಕ ಸ್ವಾವಲಂಬನೆಗೆ ಸಹಕಾರಿಯಾಗಿದೆ. ಆಗಸ್ಟ್ 2023 ರಿಂದ 24 ಕಂತುಗಳಲ್ಲಿ ಜಿಲ್ಲೆಯ ಗೃಹಲಕ್ಷ್ಮಿ ಫಲಾನುಭವಿಗಳಿಗೆ ರೂ. 1816.52 ಕೋಟಿ ಸಹಾಯಧನ ಪಾವತಿಯಾಗಿದೆ. ಪ್ರಸಕ್ತ ಸಾಲಿನಲ್ಲಿ ರೂ.97.68 ಕೋಟಿ ಅನುದಾನ ಬಿಡುಗಡೆಯಾಗಿದ್ದು, ಬಾಕಿ ಇರುವ ಫಲಾನುಭವಿಗಳಿಗೆ ಶೀಘ್ರ ಹಣ ಜಮಾ ಆಗಲಿದೆ. ಆಧಾರ್, ಪಡಿತರ ಚೀಟಿ ಹಾಗೂ ಬ್ಯಾಂಕ್ ಖಾತೆ ಜೋಡಣೆ ಸಮಸ್ಯೆ ಇರುವ ಪ್ರಕರಣಗಳನ್ನು ಗ್ರಾಮ ಒನ್, ಬಾಪೂಜಿ ಸೇವಾ ಕೇಂದ್ರಗಳ ಮೂಲಕ ಸರಿಪಡಿಸಲು ಅವಕಾಶ ಕಲ್ಪಿಸಲಾಗಿದೆ ಎಂದು ಮಹಿಳಾ ಮತ್ತು ಮಕ್ಕಳ ಅಭಿವೃದ್ಧಿ ಇಲಾಖೆ ಅಧಿಕಾರಿಗಳು ಮಾಹಿತಿ ನೀಡಿದರು. ಯೋಜನೆಗಳ ಅನುಷ್ಠಾನದಲ್ಲಿ ನಿರ್ಲಕ್ಷ್ಯ ತೋರುವ ಅಧಿಕಾರಿಗಳ ವಿರುದ್ಧ ಶಿಸ್ತು ಕ್ರಮ ಜರುಗಿಸಲಾಗುವುದು ಎಂದು ಎಚ್ಚರಿಕೆ ನೀಡಲಾಯಿತು. ಅಂಗನವಾಡಿ ಮೇಲ್ವಿಚಾರಕಿಯರು ಹಾಗೂ ಸಿಬ್ಬಂದಿ ಫಲಾನುಭವಿಗಳ ಮನೆ ಮನೆಗೆ ಭೇಟಿ ನೀಡಿ ಮಾಹಿತಿ ಸಂಗ್ರಹಿಸಬೇಕು. ಕುಂದು ಕೊರತೆಗಳನ್ನು ಸಹಾಯವಾಣಿ ಮೂಲಕ ದಾಖಲಿಸಲು ವ್ಯವಸ್ಥೆ ಮಾಡಲಾಗಿದೆ. ಸಭೆಯಲ್ಲಿ ಜಿಲ್ಲಾ ಮಟ್ಟದ ಅಧಿಕಾರಿಗಳು, ತಾಲೂಕು ಮಟ್ಟದ ಅನುಷ್ಠಾನಾಧಿಕಾರಿಗಳು, ಶಿಶು ಅಭಿವೃದ್ಧಿ ಯೋಜನಾಧಿಕಾರಿಗಳು ಉಪಸ್ಥಿತರಿದ್ದರು. ಯೋಜನೆ ಕುರಿತ ದೂರುಗಳಿಗೆ ತಕ್ಷಣ ಸ್ಪಂದಿಸುವಂತೆ ಸೂಚಿಸಿ, ಫಲಾನುಭವಿಗಳ ಪಟ್ಟಿ ಪರಿಷ್ಕರಣೆ ಕಾರ್ಯವನ್ನು ನಿಗದಿತ ಅವಧಿಯಲ್ಲಿ ಪೂರ್ಣಗೊಳಿಸಬೇಕು ಎಂದು ನಿರ್ದೇಶನ ನೀಡಲಾಯಿತು ಎಂದು ಪ್ರಕಟಣೆಯಲ್ಲಿ ತಿಳಿಸಲಾಗಿದೆ.: [239, 589, 693, 690]
- fashion-photo: [241, 141, 371, 253]
- table-row: 3 ನೀರು ಸರಬರಾಜು ವಿಭಾಗದ ಸಬ್ ಮರ್ಸಿಬಲ್ (ಪಂಪಸೆಟ್) ಯಂತ್ರ ದುರಸ್ತಿಪಡಿಸುವುದು ಮೋಟಾರ್ ರಿವೈಂಡಿಂಗ್ ಮಾಡುವುದು (ವಿದ್ಯುತ್ ಬೋರ್ಡ್, ವೈರಿಂಗ್ ಇತರೆ) 4.50 11250/- ಅಧಿಕೃತ ದುರಸ್ತಿದಾರರು: [28, 1096, 461, 1118]
- page-edge-strip: [0, 0, 16, 1451]
- tender-title-bar: ವಾರ್ಷಿಕ ಟೆಂಡರ್ ಪ್ರಕಟಣೆ: [27, 905, 461, 922]
- hindu-dateline: ಹಾನಗಲ್:: [494, 1194, 525, 1205]
